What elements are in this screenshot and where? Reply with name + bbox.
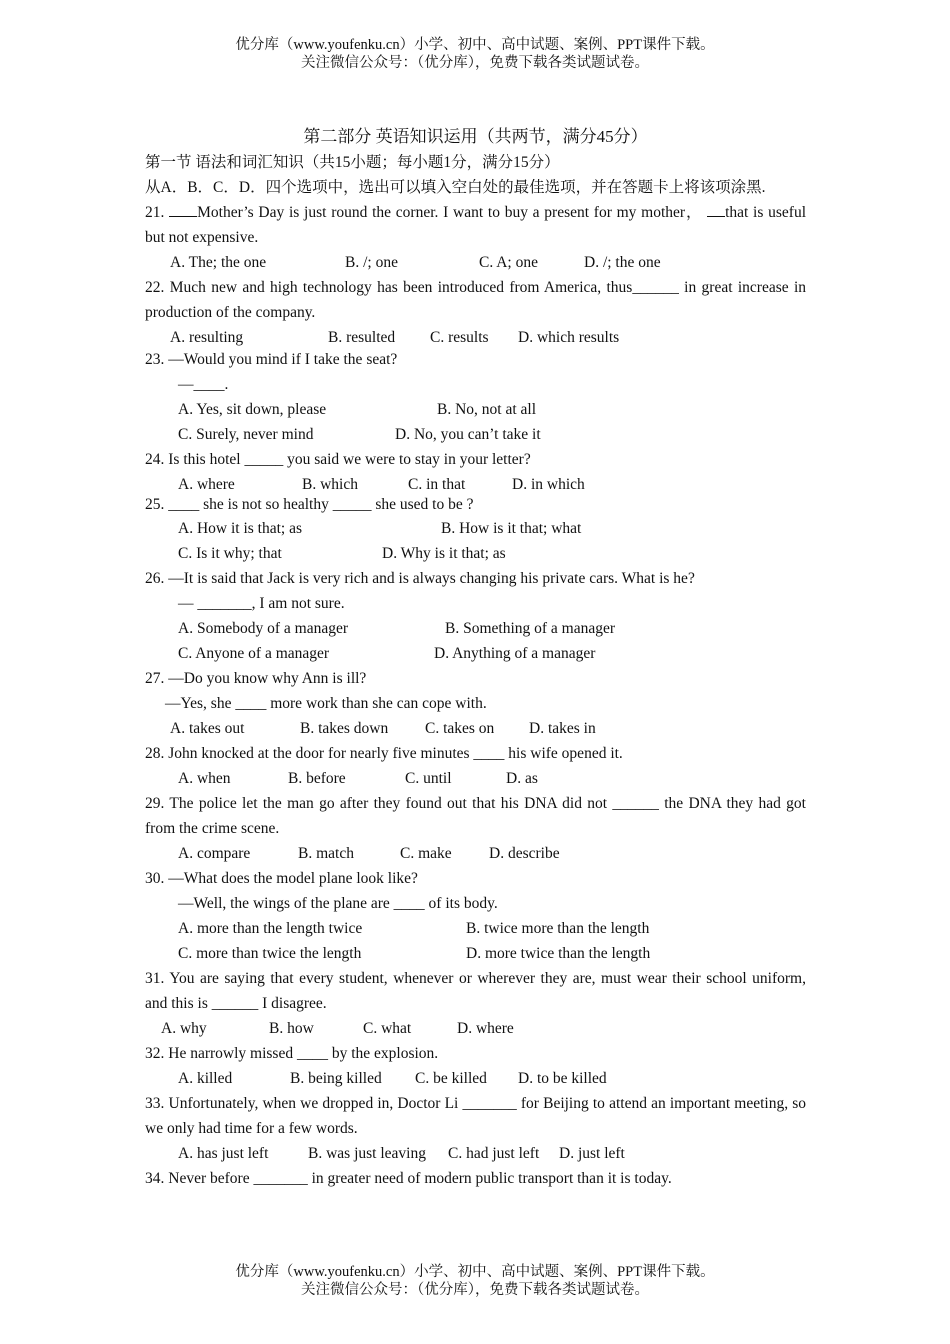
question-number: 33. [145, 1095, 165, 1112]
question-stem [145, 1041, 806, 1066]
question-text: ____ she is not so healthy _____ she used to be ? [168, 496, 474, 513]
option-a: A. Yes, sit down, please [178, 401, 327, 418]
answer-blank [169, 200, 197, 217]
option-b: B. before [288, 770, 346, 787]
option-a: A. How it is that; as [178, 520, 302, 537]
question-text: —It is said that Jack is very rich and is always changing his private cars. What is he? [168, 570, 695, 587]
option-b: B. twice more than the length [466, 920, 650, 937]
question-29 [145, 791, 806, 866]
option-b: B. Something of a manager [445, 620, 616, 637]
question-number: 32. [145, 1045, 165, 1062]
option-d: D. No, you can’t take it [395, 426, 541, 443]
option-c: C. had just left [448, 1145, 540, 1162]
options-row [145, 1141, 806, 1166]
option-c: C. what [363, 1020, 412, 1037]
option-c: C. be killed [415, 1070, 487, 1087]
option-d: D. Why is it that; as [382, 545, 506, 562]
question-text: —What does the model plane look like? [168, 870, 418, 887]
question-26 [145, 566, 806, 666]
question-text: The police let the man go after they found out that his DNA did not ______ the DNA they had got from the crime scene. [145, 795, 806, 837]
question-number: 29. [145, 795, 165, 812]
question-reply: —Well, the wings of the plane are ____ of its body. [178, 895, 498, 912]
options-row [145, 422, 806, 447]
option-a: A. The; the one [170, 254, 267, 271]
option-b: B. which [302, 476, 358, 493]
question-reply: —____. [178, 376, 229, 393]
question-text: —Do you know why Ann is ill? [168, 670, 367, 687]
options-row [145, 1016, 806, 1041]
question-stem [145, 1166, 806, 1191]
question-34 [145, 1166, 806, 1191]
question-stem [145, 666, 806, 691]
instructions: 从A．B．C．D．四个选项中，选出可以填入空白处的最佳选项，并在答题卡上将该项涂黑. [145, 179, 766, 196]
question-33 [145, 1091, 806, 1166]
options-row [145, 916, 806, 941]
option-b: B. /; one [345, 254, 398, 271]
options-row [145, 616, 806, 641]
question-25 [145, 494, 806, 566]
option-c: C. Surely, never mind [178, 426, 314, 443]
option-b: B. How is it that; what [441, 520, 582, 537]
option-d: D. Anything of a manager [434, 645, 596, 662]
option-a: A. has just left [178, 1145, 269, 1162]
answer-blank [707, 200, 725, 217]
options-row [145, 250, 806, 275]
option-b: B. takes down [300, 720, 389, 737]
option-c: C. Is it why; that [178, 545, 282, 562]
option-d: D. just left [559, 1145, 625, 1162]
options-row [145, 641, 806, 666]
question-number: 23. [145, 351, 165, 368]
question-text: Much new and high technology has been introduced from America, thus______ in great increase in production of the company. [145, 279, 806, 321]
question-stem [145, 566, 806, 591]
option-b: B. how [269, 1020, 314, 1037]
option-b: B. was just leaving [308, 1145, 426, 1162]
option-b: B. resulted [328, 329, 396, 346]
option-c: C. until [405, 770, 452, 787]
question-stem [145, 275, 806, 325]
options-row [145, 766, 806, 791]
option-a: A. why [161, 1020, 207, 1037]
question-text: He narrowly missed ____ by the explosion. [168, 1045, 439, 1062]
question-24 [145, 447, 806, 494]
question-stem [145, 741, 806, 766]
header-line-1: 优分库（www.youfenku.cn）小学、初中、高中试题、案例、PPT课件下载。 [235, 37, 715, 53]
option-c: C. more than twice the length [178, 945, 362, 962]
question-stem [145, 791, 806, 841]
option-a: A. more than the length twice [178, 920, 363, 937]
options-row [145, 1066, 806, 1091]
question-text: Is this hotel _____ you said we were to stay in your letter? [168, 451, 531, 468]
question-stem [145, 1091, 806, 1141]
question-number: 27. [145, 670, 165, 687]
question-22 [145, 275, 806, 347]
question-number: 21. [145, 204, 165, 221]
options-row [145, 325, 806, 347]
question-number: 31. [145, 970, 165, 987]
question-text: You are saying that every student, whenever or wherever they are, must wear their school uniform, and this is ______ I disagree. [145, 970, 806, 1012]
option-b: B. match [298, 845, 354, 862]
option-d: D. in which [512, 476, 585, 493]
options-row [145, 841, 806, 866]
question-reply: —Yes, she ____ more work than she can cope with. [165, 695, 487, 712]
option-d: D. which results [518, 329, 620, 346]
option-d: D. takes in [529, 720, 596, 737]
part-title: 第二部分 英语知识运用（共两节，满分45分） [303, 127, 648, 146]
option-c: C. takes on [425, 720, 495, 737]
option-b: B. being killed [290, 1070, 382, 1087]
option-d: D. where [457, 1020, 514, 1037]
section-title: 第一节 语法和词汇知识（共15小题；每小题1分，满分15分） [145, 154, 560, 171]
question-number: 26. [145, 570, 165, 587]
page-header [0, 36, 950, 72]
question-stem [145, 200, 806, 250]
option-a: A. where [178, 476, 235, 493]
question-reply: — _______, I am not sure. [178, 595, 345, 612]
question-number: 30. [145, 870, 165, 887]
question-stem [145, 347, 806, 372]
question-31 [145, 966, 806, 1041]
option-d: D. more twice than the length [466, 945, 651, 962]
question-text: Never before _______ in greater need of modern public transport than it is today. [168, 1170, 672, 1187]
question-text: —Would you mind if I take the seat? [168, 351, 398, 368]
exam-content [145, 124, 806, 1191]
question-number: 34. [145, 1170, 165, 1187]
options-row [145, 541, 806, 566]
question-27 [145, 666, 806, 741]
question-stem [145, 447, 806, 472]
question-28 [145, 741, 806, 791]
question-text: John knocked at the door for nearly five minutes ____ his wife opened it. [168, 745, 623, 762]
question-21 [145, 200, 806, 275]
page-footer [0, 1263, 950, 1299]
footer-line-1: 优分库（www.youfenku.cn）小学、初中、高中试题、案例、PPT课件下载。 [235, 1264, 715, 1280]
option-a: A. when [178, 770, 231, 787]
question-stem-part-2: that is useful but not expensive. [145, 204, 807, 246]
options-row [145, 516, 806, 541]
option-a: A. compare [178, 845, 251, 862]
question-stem [145, 866, 806, 891]
question-30 [145, 866, 806, 966]
option-d: D. /; the one [584, 254, 661, 271]
question-text: Unfortunately, when we dropped in, Doctor Li _______ for Beijing to attend an important meeting, so we only had time for a few words. [145, 1095, 806, 1137]
question-stem [145, 494, 806, 516]
question-stem [145, 966, 806, 1016]
option-c: C. Anyone of a manager [178, 645, 330, 662]
question-23 [145, 347, 806, 447]
option-a: A. killed [178, 1070, 233, 1087]
header-line-2: 关注微信公众号：（优分库），免费下载各类试题试卷。 [301, 55, 649, 71]
question-stem-part-1: Mother’s Day is just round the corner. I want to buy a present for my mother， [197, 204, 703, 221]
option-d: D. describe [489, 845, 560, 862]
option-a: A. resulting [170, 329, 244, 346]
option-a: A. takes out [170, 720, 245, 737]
option-c: C. make [400, 845, 452, 862]
question-number: 22. [145, 279, 165, 296]
question-number: 24. [145, 451, 165, 468]
question-number: 28. [145, 745, 165, 762]
option-b: B. No, not at all [437, 401, 537, 418]
option-d: D. to be killed [518, 1070, 607, 1087]
footer-line-2: 关注微信公众号：（优分库），免费下载各类试题试卷。 [301, 1282, 649, 1298]
options-row [145, 397, 806, 422]
option-c: C. in that [408, 476, 466, 493]
options-row [145, 716, 806, 741]
option-c: C. A; one [479, 254, 538, 271]
options-row [145, 472, 806, 494]
option-c: C. results [430, 329, 489, 346]
option-d: D. as [506, 770, 538, 787]
question-number: 25. [145, 496, 165, 513]
option-a: A. Somebody of a manager [178, 620, 349, 637]
options-row [145, 941, 806, 966]
question-32 [145, 1041, 806, 1091]
